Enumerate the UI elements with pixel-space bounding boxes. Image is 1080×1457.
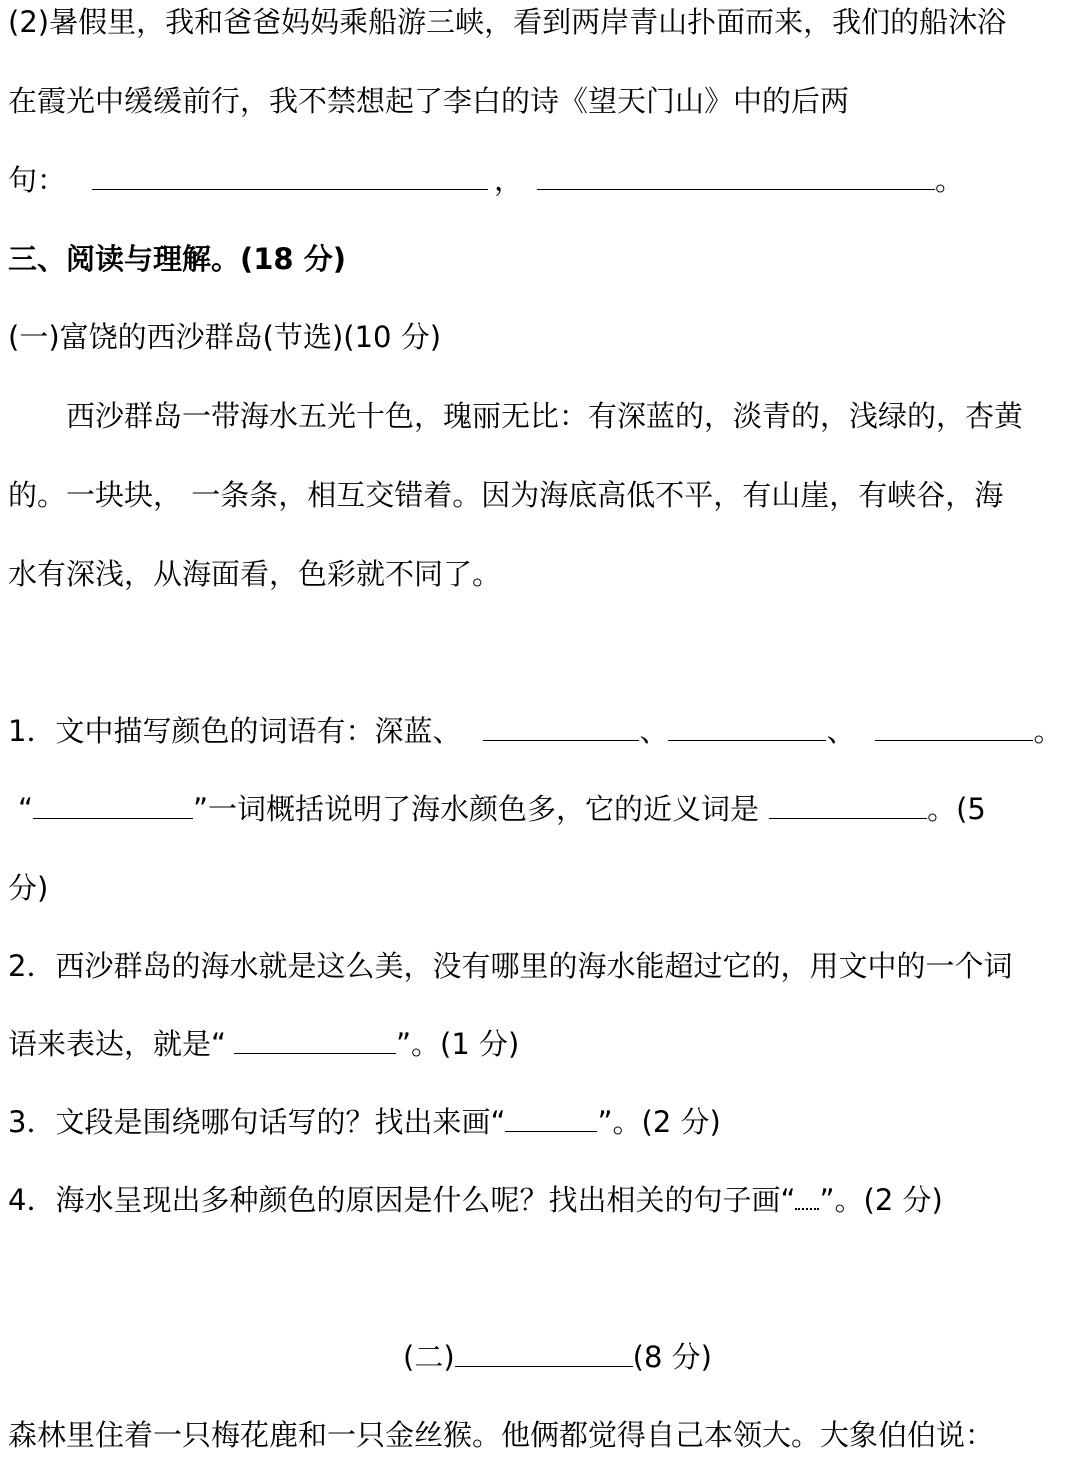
section-3-title: 三、阅读与理解。(18 分) [8,242,346,276]
color-word-blank-2[interactable] [668,712,826,741]
question-2-answer-blank[interactable] [234,1025,396,1054]
q2-line-2: 在霞光中缓缓前行，我不禁想起了李白的诗《望天门山》中的后两 [8,84,850,118]
q2-line-3-end: 。 [935,163,965,197]
passage-1-paragraph-line-2: 的。一块块， 一条条，相互交错着。因为海底高低不平，有山崖，有峡谷，海 [8,478,1004,512]
color-word-blank-3[interactable] [875,712,1033,741]
q2-line-3 [8,160,964,200]
question-1-open-quote: “ [18,792,34,826]
passage-1-paragraph-line-3: 水有深浅，从海面看，色彩就不同了。 [8,557,502,591]
question-3 [8,1102,721,1142]
question-1-line-1 [8,711,1063,751]
question-4-prefix: 4．海水呈现出多种颜色的原因是什么呢？找出相关的句子画“ [8,1183,796,1217]
question-1-separator-1: 、 [639,714,669,748]
question-4 [8,1180,943,1220]
q2-line-3-prefix: 句： [8,163,67,197]
q2-line-3-comma: ， [494,163,524,197]
poem-line-blank-1[interactable] [92,161,488,190]
wavy-line-mark-sample [795,1182,819,1210]
question-1-separator-2: 、 [826,714,856,748]
question-4-suffix: ”。(2 分) [819,1183,943,1217]
passage-2-heading-score: (8 分) [632,1340,712,1374]
question-1-score-start: 。(5 [927,792,986,826]
passage-2-heading [403,1337,712,1377]
passage-1-heading: (一)富饶的西沙群岛(节选)(10 分) [8,320,442,354]
passage-2-heading-prefix: (二) [403,1340,455,1374]
question-3-suffix: ”。(2 分) [597,1105,721,1139]
summary-word-blank[interactable] [33,790,193,819]
synonym-blank[interactable] [769,790,927,819]
question-1-middle-text: ”一词概括说明了海水颜色多，它的近义词是 [193,792,760,826]
underline-mark-sample [505,1103,597,1132]
question-2-prefix: 语来表达，就是“ [8,1027,227,1061]
question-1-line-2 [18,789,986,829]
question-2-line-1: 2．西沙群岛的海水就是这么美，没有哪里的海水能超过它的，用文中的一个词 [8,949,1013,983]
passage-2-paragraph-line-1: 森林里住着一只梅花鹿和一只金丝猴。他俩都觉得自己本领大。大象伯伯说： [8,1418,995,1452]
passage-1-paragraph-line-1: 西沙群岛一带海水五光十色，瑰丽无比：有深蓝的，淡青的，浅绿的，杏黄 [66,399,1024,433]
question-2-line-2 [8,1024,519,1064]
question-1-line-3: 分) [8,871,49,905]
poem-line-blank-2[interactable] [537,161,935,190]
passage-2-title-blank[interactable] [455,1338,633,1367]
color-word-blank-1[interactable] [483,712,639,741]
question-3-prefix: 3．文段是围绕哪句话写的？找出来画“ [8,1105,506,1139]
q2-line-1: (2)暑假里，我和爸爸妈妈乘船游三峡，看到两岸青山扑面而来，我们的船沐浴 [8,5,1007,39]
question-1-text: 1．文中描写颜色的词语有：深蓝、 [8,714,462,748]
question-1-end: 。 [1033,714,1063,748]
question-2-suffix: ”。(1 分) [396,1027,520,1061]
